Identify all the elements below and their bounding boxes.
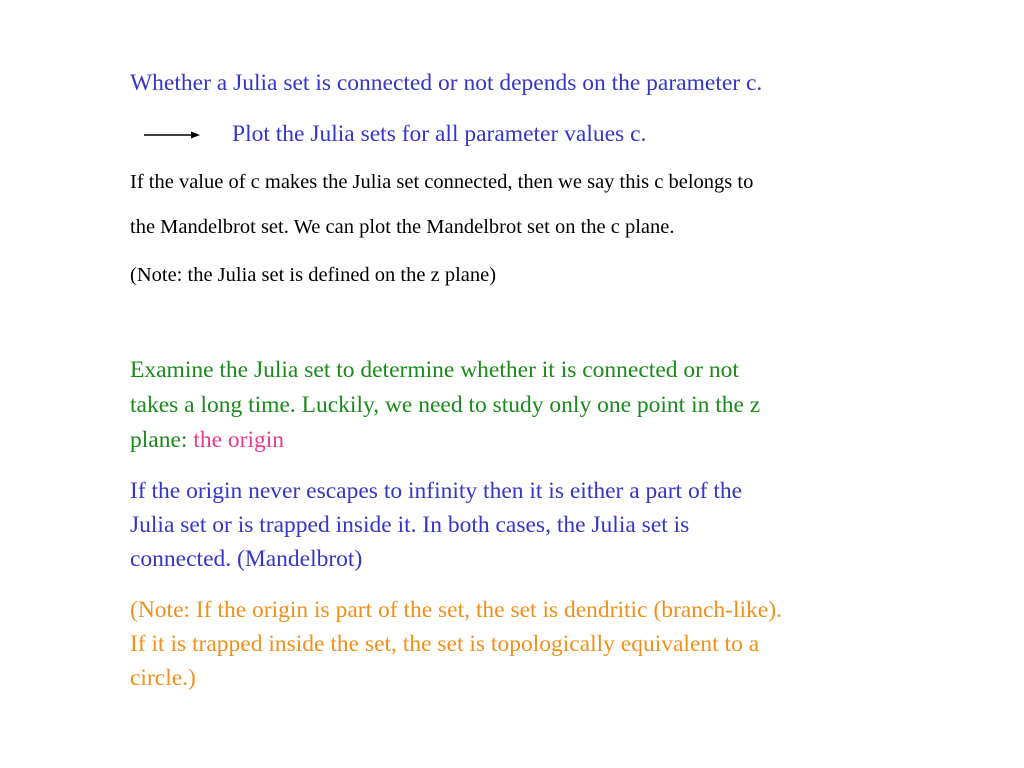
intro-line: Whether a Julia set is connected or not depends on the parameter c. bbox=[130, 70, 763, 96]
green-line-1: Examine the Julia set to determine whether it is connected or not bbox=[130, 357, 739, 383]
right-arrow-icon bbox=[144, 128, 200, 142]
blue-line-2: Julia set or is trapped inside it. In both cases, the Julia set is bbox=[130, 512, 690, 538]
blue-line-3: connected. (Mandelbrot) bbox=[130, 546, 363, 572]
body-line-2: the Mandelbrot set. We can plot the Mandelbrot set on the c plane. bbox=[130, 216, 675, 238]
blue-line-1: If the origin never escapes to infinity then it is either a part of the bbox=[130, 478, 743, 504]
arrow-statement: Plot the Julia sets for all parameter values c. bbox=[232, 121, 647, 147]
body-line-1: If the value of c makes the Julia set connected, then we say this c belongs to bbox=[130, 171, 754, 193]
green-line-2: takes a long time. Luckily, we need to study only one point in the z bbox=[130, 392, 761, 418]
body-line-3: (Note: the Julia set is defined on the z plane) bbox=[130, 264, 497, 286]
green-line-3-prefix: plane: bbox=[130, 427, 194, 453]
origin-highlight: the origin bbox=[193, 427, 285, 453]
green-line-3 bbox=[130, 427, 284, 454]
orange-line-2: If it is trapped inside the set, the set is topologically equivalent to a bbox=[130, 631, 760, 657]
orange-line-3: circle.) bbox=[130, 665, 196, 691]
orange-line-1: (Note: If the origin is part of the set, the set is dendritic (branch-like). bbox=[130, 597, 782, 623]
